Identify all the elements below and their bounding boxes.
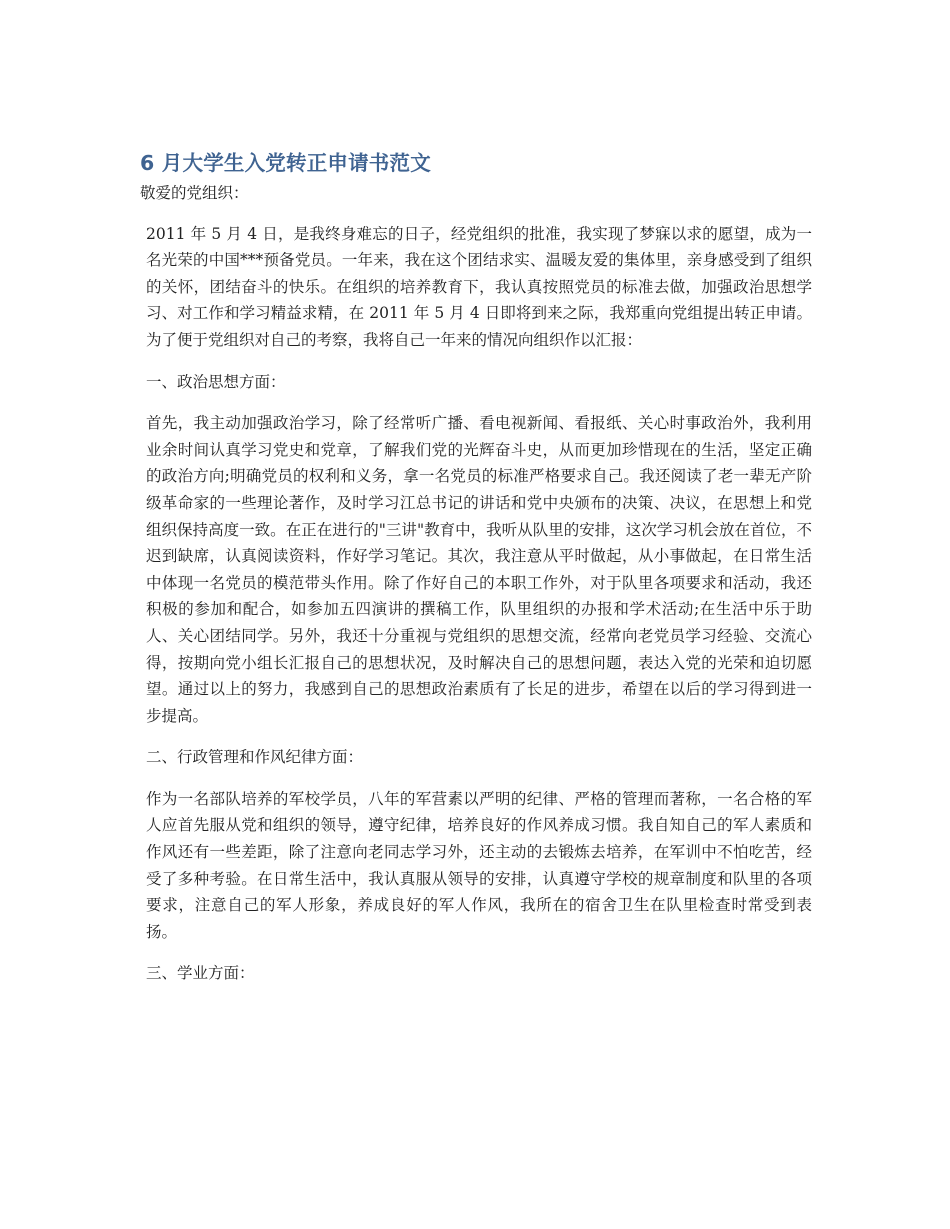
discipline-paragraph: 作为一名部队培养的军校学员，八年的军营素以严明的纪律、严格的管理而著称，一名合格的军人应首先服从党和组织的领导，遵守纪律，培养良好的作风养成习惯。我自知自己的军人素质和作风还有一些差距，除了注意向老同志学习外，还主动的去锻炼去培养，在军训中不怕吃苦，经受了多种考验。在日常生活中，我认真服从领导的安排，认真遵守学校的规章制度和队里的各项要求，注意自己的军人形象，养成良好的军人作风，我所在的宿舍卫生在队里检查时常受到表扬。: [146, 789, 812, 941]
salutation: 敬爱的党组织：: [140, 184, 249, 202]
political-paragraph: 首先，我主动加强政治学习，除了经常听广播、看电视新闻、看报纸、关心时事政治外，我利用业余时间认真学习党史和党章，了解我们党的光辉奋斗史，从而更加珍惜现在的生活，坚定正确的政治方向;明确党员的权利和义务，拿一名党员的标准严格要求自己。我还阅读了老一辈无产阶级革命家的一些理论著作，及时学习江总书记的讲话和党中央颁布的决策、决议，在思想上和党组织保持高度一致。在正在进行的"三讲"教育中，我听从队里的安排，这次学习机会放在首位，不迟到缺席，认真阅读资料，作好学习笔记。其次，我注意从平时做起，从小事做起，在日常生活中体现一名党员的模范带头作用。除了作好自己的本职工作外，对于队里各项要求和活动，我还积极的参加和配合，如参加五四演讲的撰稿工作，队里组织的办报和学术活动;在生活中乐于助人、关心团结同学。另外，我还十分重视与党组织的思想交流，经常向老党员学习经验、交流心得，按期向党小组长汇报自己的思想状况，及时解决自己的思想问题，表达入党的光荣和迫切愿望。通过以上的努力，我感到自己的思想政治素质有了长足的进步，希望在以后的学习得到进一步提高。: [146, 414, 812, 725]
intro-paragraph: 2011 年 5 月 4 日，是我终身难忘的日子，经党组织的批准，我实现了梦寐以求的愿望，成为一名光荣的中国***预备党员。一年来，我在这个团结求实、温暖友爱的集体里，亲身感受到了组织的关怀，团结奋斗的快乐。在组织的培养教育下，我认真按照党员的标准去做，加强政治思想学习、对工作和学习精益求精，在 2011 年 5 月 4 日即将到来之际，我郑重向党组提出转正申请。 为了便于党组织对自己的考察，我将自己一年来的情况向组织作以汇报：: [146, 224, 812, 349]
section-heading-academic: 三、学业方面：: [146, 964, 255, 983]
document-body: [140, 148, 812, 1002]
section-heading-political: 一、政治思想方面：: [146, 372, 286, 391]
document-title: 6 月大学生入党转正申请书范文: [140, 151, 431, 175]
section-heading-discipline: 二、行政管理和作风纪律方面：: [146, 748, 364, 767]
